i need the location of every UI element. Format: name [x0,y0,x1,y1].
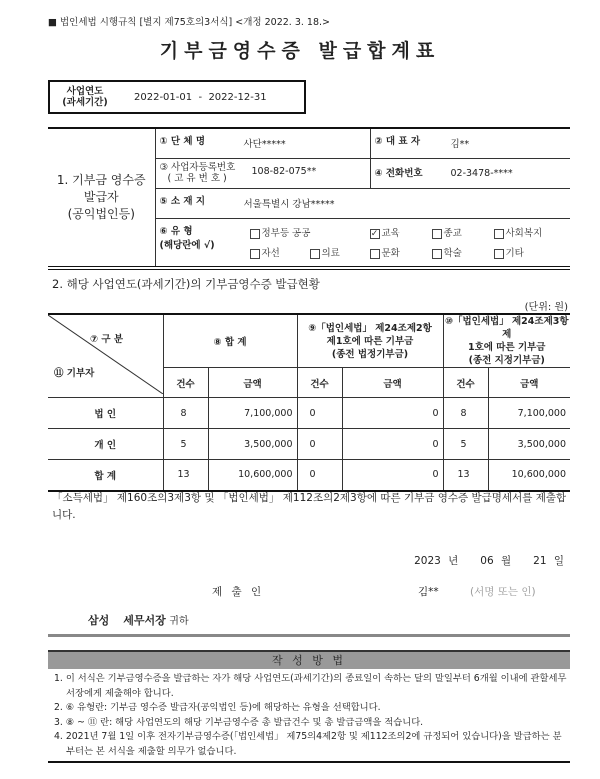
cell-a9: 0 [342,460,443,491]
col10-line: (종전 지정기부금) [468,355,545,366]
col-total-header: ⑧ 합 계 [163,314,297,368]
rep-value: 김** [450,139,470,151]
issuer-title-2: 발급자 [83,190,119,204]
guide-item: 2. ⑥ 유형란: 기부금 영수증 발급자(공익법인 등)에 해당하는 유형을 선택합니다. [54,702,381,713]
col10-line: ⑩「법인세법」 제24조제3항제 [444,316,569,340]
submitter-label: 제 출 인 [212,586,265,598]
corner-cell [48,314,163,398]
cell-c8: 8 [163,398,208,429]
checkbox[interactable]: ✓ [370,228,379,239]
type-option-label: 사회복지 [505,228,543,240]
cell-a10: 3,500,000 [488,429,570,460]
bizno-label-2: ( 고 유 번 호 ) [167,173,227,184]
cell-a8: 10,600,000 [208,460,297,491]
phone-value: 02-3478-**** [450,167,513,179]
period-label [50,86,120,108]
type-option-label: 기타 [505,248,524,260]
count-header: 건수 [297,368,342,398]
col9-line: (종전 법정기부금) [331,348,409,360]
cell-c10: 13 [443,460,488,491]
checkbox[interactable] [432,229,442,239]
form-header: ■ 법인세법 시행규칙 [별지 제75호의3서식] <개정 2022. 3. 18.> [48,17,330,28]
type-option[interactable] [494,245,564,259]
tax-office-name: 삼성 [88,614,110,627]
type-option[interactable] [432,225,494,239]
guide-list [54,672,570,759]
bizno-cell [155,158,370,188]
amount-header: 금액 [208,368,297,398]
table-row [48,429,570,460]
table-row [48,460,570,491]
guide-item: 1. 이 서식은 기부금영수증을 발급하는 자가 해당 사업연도(과세기간)의 종료일이 속하는 달의 말일부터 6개월 이내에 관할세무서장에게 제출해야 합니다. [54,673,567,699]
section2-title: 2. 해당 사업연도(과세기간)의 기부금영수증 발급현황 [52,277,320,291]
cell-c10: 5 [443,429,488,460]
issuer-title-3: (공익법인등) [67,207,135,221]
type-option-label: 문화 [381,248,400,260]
period-value: 2022-01-01 - 2022-12-31 [134,91,267,103]
type-option-label: 학술 [443,248,462,260]
cell-label: 합 계 [48,460,163,491]
period-box [48,80,306,114]
type-option-label: 정부등 공공 [261,228,311,240]
org-value: 사단***** [243,139,286,151]
col9-line: ⑨「법인세법」 제24조제2항 [308,322,432,334]
org-label: ① 단 체 명 [159,136,205,148]
checkbox[interactable] [494,249,504,259]
submit-date: 2023 년 06 월 21 일 [414,555,564,567]
type-option-label: 종교 [443,228,462,240]
count-header: 건수 [443,368,488,398]
statement-text: 「소득세법」 제160조의3제3항 및 「법인세법」 제112조의2제3항에 따른 기부금 영수증 발급명세서를 제출합니다. [52,492,567,521]
cell-c10: 8 [443,398,488,429]
issuer-heading [48,128,155,268]
type-option[interactable] [250,245,310,259]
issuer-table [48,127,570,270]
guide-item: 3. ⑧ ~ ⑪ 란: 해당 사업연도의 해당 기부금영수증 총 발급건수 및 총 발급금액을 적습니다. [54,716,424,728]
col10-line: 1호에 따른 기부금 [468,342,546,353]
cell-a10: 10,600,000 [488,460,570,491]
tax-office-suffix: 세무서장 [123,614,166,627]
submitter-name: 김** [418,586,439,598]
col9-line: 제1호에 따른 기부금 [326,335,414,347]
cell-label: 개 인 [48,429,163,460]
rep-cell [370,128,570,158]
tax-office [88,612,189,628]
checkbox[interactable] [250,249,260,259]
corner-bottom-label: ⑪ 기부자 [54,368,95,379]
addr-cell [155,188,570,218]
issuer-title-1: 1. 기부금 영수증 [56,173,146,187]
type-option[interactable] [370,245,432,259]
sign-note: (서명 또는 인) [470,586,536,598]
type-option[interactable] [494,225,564,239]
cell-label: 법 인 [48,398,163,429]
bizno-label-1: ③ 사업자등록번호 [159,162,236,173]
checkbox[interactable] [494,229,504,239]
guide-item: 4. 2021년 7월 1일 이후 전자기부금영수증(「법인세법」 제75의4제2항 및 제112조의2에 규정되어 있습니다)을 발급하는 분부터는 본 서식을 제출할 의무가 없습니다. [54,731,562,757]
type-option[interactable] [432,245,494,259]
guide-title: 작 성 방 법 [48,650,570,669]
cell-a9: 0 [342,398,443,429]
period-label-1: 사업연도 [66,86,104,97]
checkbox[interactable] [370,249,380,259]
col10-header [443,314,570,368]
rep-label: ② 대 표 자 [374,136,420,148]
divider [48,634,570,637]
cell-c8: 13 [163,460,208,491]
type-option[interactable] [310,245,370,259]
count-header: 건수 [163,368,208,398]
unit-label: (단위: 원) [524,302,568,313]
amount-header: 금액 [488,368,570,398]
cell-c9: 0 [297,398,342,429]
type-cell [155,218,570,268]
cell-a9: 0 [342,429,443,460]
corner-top-label: ⑦ 구 분 [90,334,124,345]
honorific: 귀하 [169,616,189,627]
type-option[interactable] [370,225,432,239]
divider [48,761,570,763]
checkbox[interactable] [310,249,320,259]
type-option-label: 자선 [261,248,280,260]
type-label-2: (해당란에 √) [159,240,215,252]
cell-c9: 0 [297,460,342,491]
bizno-value: 108-82-075** [251,166,317,177]
col9-header [297,314,443,368]
type-label-1: ⑥ 유 형 [159,226,193,238]
checkbox[interactable] [250,229,260,239]
phone-label: ④ 전화번호 [374,167,423,179]
cell-c8: 5 [163,429,208,460]
type-option[interactable] [250,225,370,239]
page-title: 기부금영수증 발급합계표 [159,40,441,62]
type-option-label: 의료 [321,248,340,260]
cell-a8: 7,100,000 [208,398,297,429]
table-row [48,398,570,429]
addr-label: ⑤ 소 재 지 [159,196,205,207]
org-cell [155,128,370,158]
period-label-2: (과세기간) [62,97,108,108]
phone-cell [370,158,570,188]
type-option-label: 교육 [381,228,400,240]
cell-a8: 3,500,000 [208,429,297,460]
amount-header: 금액 [342,368,443,398]
addr-value: 서울특별시 강남***** [243,199,335,210]
checkbox[interactable] [432,249,442,259]
issuance-table [48,313,570,492]
diagonal-line [48,315,163,394]
cell-a10: 7,100,000 [488,398,570,429]
cell-c9: 0 [297,429,342,460]
type-options [250,225,564,259]
